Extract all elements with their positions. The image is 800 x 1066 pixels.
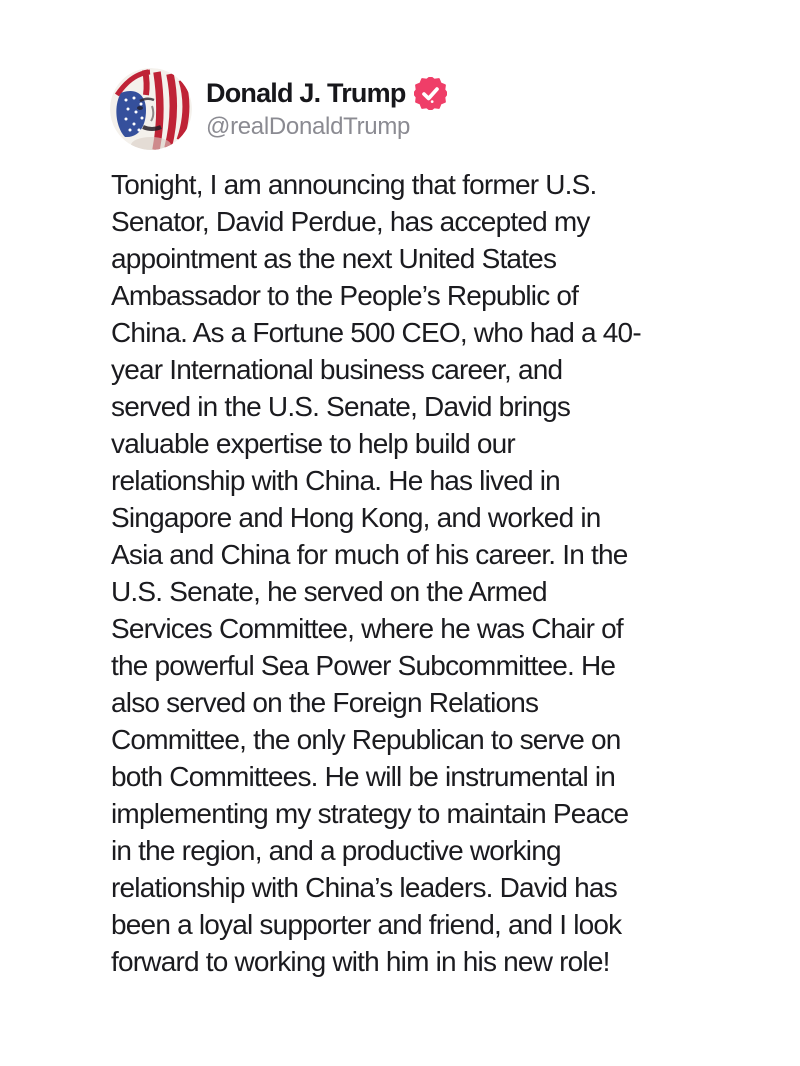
post-body-line: also served on the Foreign Relations — [111, 687, 539, 718]
post-body-line: Tonight, I am announcing that former U.S. — [111, 169, 597, 200]
american-flag-face-icon — [110, 68, 192, 150]
post-body-line: relationship with China. He has lived in — [111, 465, 560, 496]
post-body-line: Singapore and Hong Kong, and worked in — [111, 502, 601, 533]
post-body-line: implementing my strategy to maintain Peace — [111, 798, 629, 829]
post-body-line: Committee, the only Republican to serve on — [111, 724, 621, 755]
name-row — [206, 77, 447, 110]
verified-badge-icon — [414, 77, 447, 110]
post-header — [110, 68, 447, 150]
post-body-line: in the region, and a productive working — [111, 835, 561, 866]
post-body-line: forward to working with him in his new role! — [111, 946, 610, 977]
post-body-line: year International business career, and — [111, 354, 563, 385]
post-body — [111, 166, 739, 980]
post-body-line: relationship with China’s leaders. David has — [111, 872, 617, 903]
post-body-line: been a loyal supporter and friend, and I look — [111, 909, 622, 940]
post-body-line: Ambassador to the People’s Republic of — [111, 280, 579, 311]
author-identity — [206, 77, 447, 141]
post-body-line: the powerful Sea Power Subcommittee. He — [111, 650, 616, 681]
post-body-line: served in the U.S. Senate, David brings — [111, 391, 571, 422]
display-name[interactable]: Donald J. Trump — [206, 78, 406, 108]
post-body-line: valuable expertise to help build our — [111, 428, 515, 459]
user-handle[interactable]: @realDonaldTrump — [206, 113, 411, 140]
post-body-line: Senator, David Perdue, has accepted my — [111, 206, 590, 237]
post-body-line: both Committees. He will be instrumental in — [111, 761, 616, 792]
post-body-line: U.S. Senate, he served on the Armed — [111, 576, 547, 607]
post-body-line: appointment as the next United States — [111, 243, 557, 274]
post-body-line: Asia and China for much of his career. In the — [111, 539, 628, 570]
post-body-line: China. As a Fortune 500 CEO, who had a 40- — [111, 317, 641, 348]
avatar[interactable] — [110, 68, 192, 150]
post-body-line: Services Committee, where he was Chair of — [111, 613, 623, 644]
